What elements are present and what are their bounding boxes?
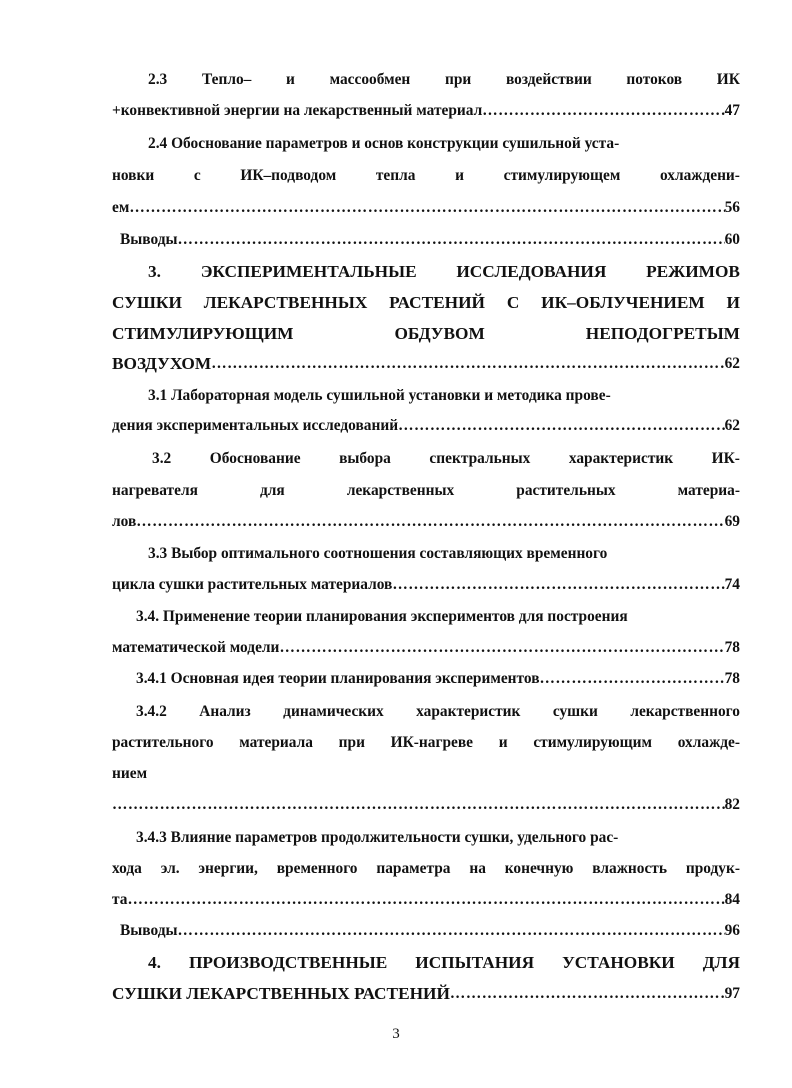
- toc-chapter-4-line-1[interactable]: 4. ПРОИЗВОДСТВЕННЫЕ ИСПЫТАНИЯ УСТАНОВКИ ДЛЯ: [148, 953, 740, 972]
- toc-3-4-2-line-4: [112, 793, 740, 817]
- toc-3-4-line-1[interactable]: 3.4. Применение теории планирования экспериментов для построения: [136, 608, 628, 625]
- page-ref: 74: [724, 576, 740, 593]
- page-ref: 60: [724, 231, 740, 248]
- page-ref: 97: [724, 985, 740, 1002]
- page-number: 3: [392, 1026, 400, 1042]
- page-ref: 62: [724, 417, 740, 434]
- toc-3-4-2-line-2: растительного материала при ИК-нагреве и стимулирующим охлажде-: [112, 734, 740, 751]
- toc-chapter-3-line-3: СТИМУЛИРУЮЩИМ ОБДУВОМ НЕПОДОГРЕТЫМ: [112, 324, 740, 343]
- toc-3-4-line-2: математической модели ……………………………………………………………………………………………………………………………………………………… 78: [112, 636, 740, 660]
- toc-chapter-3-line-2: СУШКИ ЛЕКАРСТВЕННЫХ РАСТЕНИЙ С ИК–ОБЛУЧЕНИЕМ И: [112, 293, 740, 312]
- toc-3-2-line-2: нагревателя для лекарственных растительных материа-: [112, 482, 740, 499]
- toc-2-4-line-2: новки с ИК–подводом тепла и стимулирующем охлаждени-: [112, 167, 740, 184]
- toc-3-3-line-1[interactable]: 3.3 Выбор оптимального соотношения составляющих временного: [148, 545, 608, 562]
- page-ref: 56: [724, 199, 740, 216]
- page-ref: 62: [724, 355, 740, 372]
- toc-3-2-line-3: лов ……………………………………………………………………………………………………………………………………………………… 69: [112, 510, 740, 534]
- toc-2-3-line-1: 2.3 Тепло– и массообмен при воздействии потоков ИК: [148, 71, 740, 88]
- toc-conclusions-3[interactable]: Выводы ……………………………………………………………………………………………………………………………………………………… 96: [120, 919, 740, 943]
- toc-3-4-2-line-3: нием: [112, 765, 148, 782]
- toc-3-3-line-2: цикла сушки растительных материалов ……………………………………………………………………………………………………………………………………………………… 74: [112, 573, 740, 597]
- toc-2-3-line-2[interactable]: +конвективной энергии на лекарственный материал ……………………………………………………………………………………………………………………………………………………… 47: [112, 99, 740, 123]
- toc-conclusions-2[interactable]: Выводы ……………………………………………………………………………………………………………………………………………………… 60: [120, 228, 740, 252]
- toc-3-4-2-line-1[interactable]: 3.4.2 Анализ динамических характеристик сушки лекарственного: [136, 703, 740, 720]
- page-ref: 78: [724, 670, 740, 687]
- toc-3-2-line-1[interactable]: 3.2 Обоснование выбора спектральных характеристик ИК-: [152, 450, 740, 467]
- toc-3-4-1[interactable]: 3.4.1 Основная идея теории планирования экспериментов ……………………………………………………………………………………………………………………………………………………… 78: [136, 667, 740, 691]
- page-ref: 96: [724, 922, 740, 939]
- toc-2-4-line-1[interactable]: 2.4 Обоснование параметров и основ конструкции сушильной уста-: [148, 135, 620, 152]
- page-ref: 82: [724, 796, 740, 813]
- toc-chapter-4-line-2: СУШКИ ЛЕКАРСТВЕННЫХ РАСТЕНИЙ ……………………………………………………………………………………………………………………………………………………… 97: [112, 982, 740, 1006]
- toc-2-4-line-3[interactable]: ем ……………………………………………………………………………………………………………………………………………………… 56: [112, 196, 740, 220]
- page-ref: 69: [724, 513, 740, 530]
- page-ref: 78: [724, 639, 740, 656]
- page-ref: 84: [724, 891, 740, 908]
- toc-3-4-3-line-1[interactable]: 3.4.3 Влияние параметров продолжительности сушки, удельного рас-: [136, 829, 619, 846]
- page-ref: 47: [724, 102, 740, 119]
- toc-chapter-3-line-1[interactable]: 3. ЭКСПЕРИМЕНТАЛЬНЫЕ ИССЛЕДОВАНИЯ РЕЖИМОВ: [148, 262, 740, 281]
- toc-3-1-line-1[interactable]: 3.1 Лабораторная модель сушильной установки и методика прове-: [148, 387, 611, 404]
- toc-3-4-3-line-3: та ……………………………………………………………………………………………………………………………………………………… 84: [112, 888, 740, 912]
- toc-3-1-line-2: дения экспериментальных исследований ……………………………………………………………………………………………………………………………………………………… 62: [112, 414, 740, 438]
- toc-chapter-3-line-4: ВОЗДУХОМ ……………………………………………………………………………………………………………………………………………………… 62: [112, 352, 740, 376]
- toc-3-4-3-line-2: хода эл. энергии, временного параметра на конечную влажность продук-: [112, 860, 740, 877]
